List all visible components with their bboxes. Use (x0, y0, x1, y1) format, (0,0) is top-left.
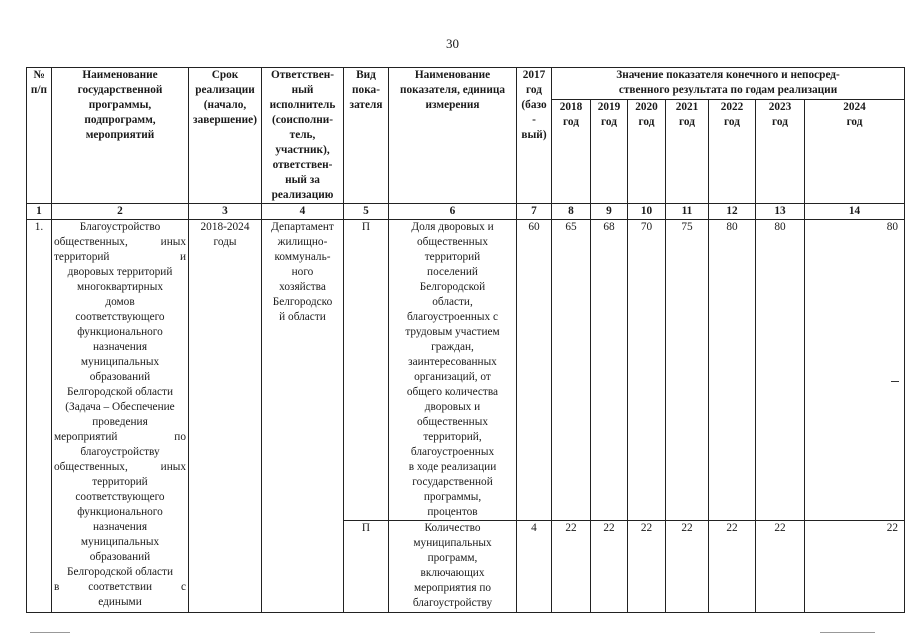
value-2020: 70 (628, 220, 666, 521)
executor-cell: Департамент жилищно- коммуналь- ного хозяйства Белгородско й области (262, 220, 344, 613)
column-number: 14 (805, 204, 905, 220)
value-2023: 22 (756, 521, 805, 613)
header-base-year-col: 2017 год (базо - вый) (517, 68, 552, 204)
column-number: 13 (756, 204, 805, 220)
value-2023: 80 (756, 220, 805, 521)
value-2021: 75 (666, 220, 709, 521)
column-number: 8 (552, 204, 591, 220)
column-number: 6 (389, 204, 517, 220)
value-2018: 65 (552, 220, 591, 521)
header-year-2022: 2022 год (709, 100, 756, 204)
column-number: 1 (27, 204, 52, 220)
header-number-col: № п/п (27, 68, 52, 204)
header-executor-col: Ответствен- ный исполнитель (соисполни- тель, участник), ответствен- ный за реализацию (262, 68, 344, 204)
bottom-rule-right (820, 632, 875, 633)
indicator-name-cell: Доля дворовых и общественных территорий поселений Белгородской области, благоустроенных с трудовым участием граждан, заинтересованных организаций, от общего количества дворовых и общественных территорий, благоустроенных в ходе реализации государственной программы, процентов (389, 220, 517, 521)
indicator-name-cell: Количество муниципальных программ, включающих мероприятия по благоустройству (389, 521, 517, 613)
header-program-name-col: Наименование государственной программы, подпрограмм, мероприятий (52, 68, 189, 204)
value-2022: 80 (709, 220, 756, 521)
term-cell: 2018-2024 годы (189, 220, 262, 613)
header-row-top (27, 68, 905, 100)
value-2024: 80 (805, 220, 905, 521)
header-year-2021: 2021 год (666, 100, 709, 204)
column-number: 7 (517, 204, 552, 220)
header-year-2023: 2023 год (756, 100, 805, 204)
column-number: 12 (709, 204, 756, 220)
indicator-type-cell: П (344, 220, 389, 521)
header-year-2019: 2019 год (591, 100, 628, 204)
header-year-2020: 2020 год (628, 100, 666, 204)
column-numbers-row (27, 204, 905, 220)
program-name-cell: Благоустройство общественных, иных территорий и дворовых территорий многоквартирных домов соответствующего функционального назначения муниципальных образований Белгородской области (Задача – Обеспечение проведения мероприятий по благоустройству общественных, иных территорий соответствующего функционального назначения муниципальных образований Белгородской области в соответствии с едиными (52, 220, 189, 613)
base-value-cell: 4 (517, 521, 552, 613)
value-2019: 68 (591, 220, 628, 521)
table-row (27, 220, 905, 521)
column-number: 3 (189, 204, 262, 220)
value-2024: 22 (805, 521, 905, 613)
value-2018: 22 (552, 521, 591, 613)
base-value-cell: 60 (517, 220, 552, 521)
column-number: 10 (628, 204, 666, 220)
page-number: 30 (446, 36, 459, 51)
value-2020: 22 (628, 521, 666, 613)
header-indicator-name-col: Наименование показателя, единица измерения (389, 68, 517, 204)
margin-mark (891, 381, 899, 382)
header-year-2018: 2018 год (552, 100, 591, 204)
column-number: 5 (344, 204, 389, 220)
header-indicator-type-col: Вид пока- зателя (344, 68, 389, 204)
column-number: 9 (591, 204, 628, 220)
value-2022: 22 (709, 521, 756, 613)
row-number: 1. (27, 220, 52, 613)
bottom-rule-left (30, 632, 70, 633)
header-values-group: Значение показателя конечного и непосред- ственного результата по годам реализации (552, 68, 905, 100)
header-term-col: Срок реализации (начало, завершение) (189, 68, 262, 204)
column-number: 11 (666, 204, 709, 220)
header-year-2024: 2024 год (805, 100, 905, 204)
column-number: 4 (262, 204, 344, 220)
value-2019: 22 (591, 521, 628, 613)
column-number: 2 (52, 204, 189, 220)
indicator-type-cell: П (344, 521, 389, 613)
indicators-table (26, 67, 905, 613)
value-2021: 22 (666, 521, 709, 613)
